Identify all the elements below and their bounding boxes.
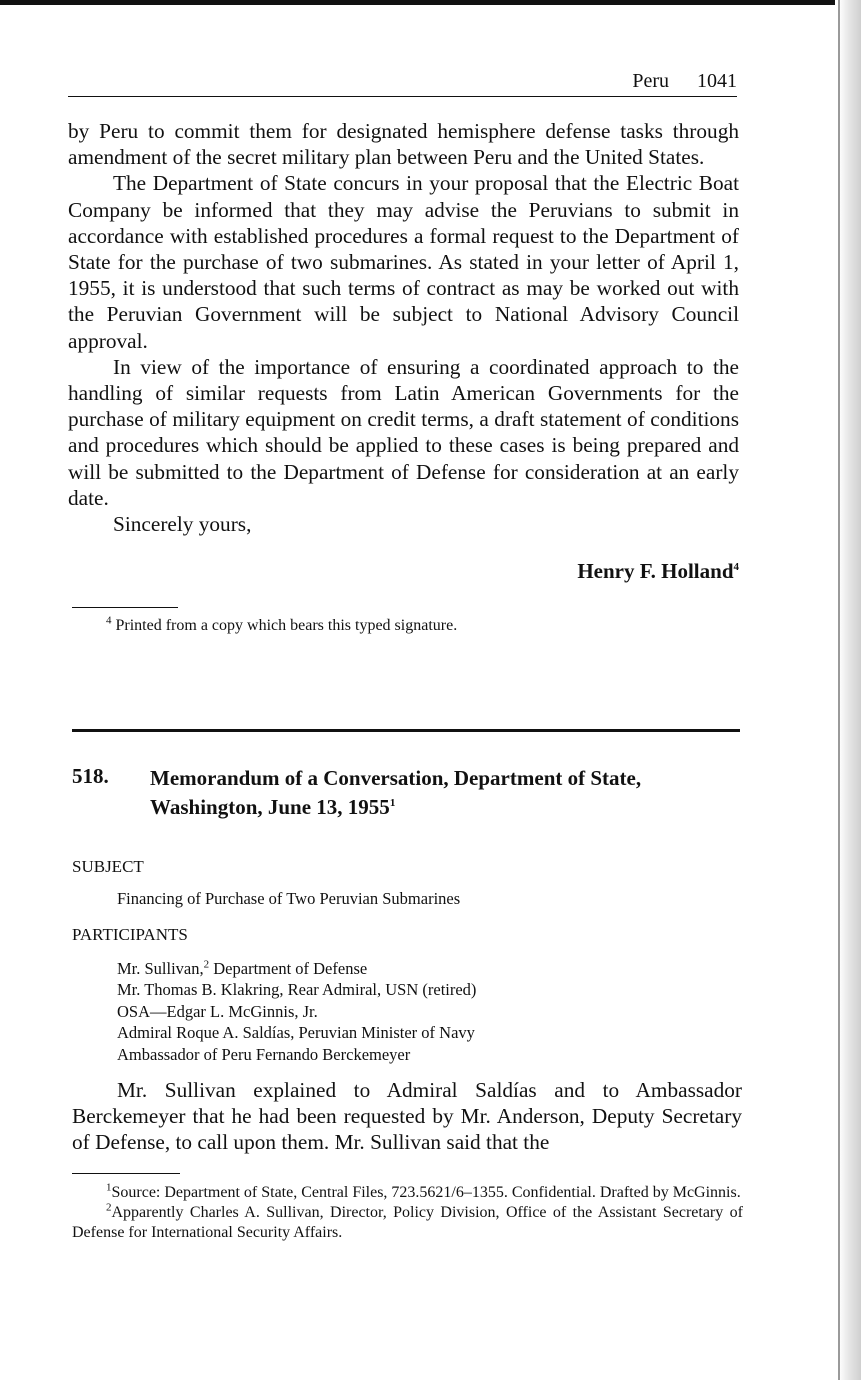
letter-paragraph: The Department of State concurs in your proposal that the Electric Boat Company be informed that they may advise the Peruvians to submit in accordance with established procedures a formal request to the Department of State for the purchase of two submarines. As stated in your letter of April 1, 1955, it is understood that such terms of contract as may be worked out with the Peruvian Government will be subject to National Advisory Council approval.: [68, 171, 739, 353]
participant-item: Mr. Sullivan,$^2$ Department of Defense: [117, 958, 368, 978]
page-binding-edge: [838, 0, 840, 1380]
footnotes: [72, 1183, 743, 1243]
signature-name: Henry F. Holland: [577, 559, 734, 583]
footnote-text: Printed from a copy which bears this typed signature.: [115, 617, 458, 634]
page-top-edge: [0, 0, 835, 5]
footnote-4: [72, 616, 740, 636]
footnote-2: [72, 1203, 743, 1243]
memo-body: [72, 1077, 742, 1156]
participants-list: [117, 958, 476, 1065]
footnote-text: Source: Department of State, Central Files, 723.5621/6–1355. Confidential. Drafted by McGinnis.: [111, 1184, 741, 1201]
participants-label: PARTICIPANTS: [72, 925, 188, 944]
footnote-marker: 2: [106, 1201, 112, 1214]
document-title-text: Memorandum of a Conversation, Department of State, Washington, June 13, 1955: [150, 766, 642, 819]
footnote-rule: [72, 607, 178, 608]
running-header-country: Peru: [632, 70, 669, 92]
running-header: [68, 70, 737, 97]
page-number: 1041: [697, 70, 737, 92]
participant-item: OSA—Edgar L. McGinnis, Jr.: [117, 1001, 318, 1021]
page-binding-shadow: [839, 0, 861, 1380]
footnote-1: [72, 1183, 743, 1203]
document-title-footnote-ref: 1: [389, 797, 396, 809]
section-divider: [72, 729, 740, 732]
document-title: [150, 764, 740, 822]
running-header-text: [632, 70, 737, 93]
signature-footnote-ref: 4: [733, 561, 739, 573]
footnote-marker: 4: [106, 614, 112, 627]
footnote-rule: [72, 1173, 180, 1174]
footnote-marker: 1: [106, 1181, 112, 1194]
document-number: 518.: [72, 764, 109, 788]
subject-label: SUBJECT: [72, 857, 144, 876]
participant-item: Admiral Roque A. Saldías, Peruvian Minister of Navy: [117, 1023, 475, 1043]
letter-closing: Sincerely yours,: [113, 512, 252, 537]
participant-item: Mr. Thomas B. Klakring, Rear Admiral, USN (retired): [117, 980, 477, 1000]
participant-footnote-ref: 2: [203, 958, 210, 971]
signature: [577, 559, 739, 584]
letter-paragraph: by Peru to commit them for designated hemisphere defense tasks through amendment of the secret military plan between Peru and the United States.: [68, 119, 739, 170]
memo-paragraph: Mr. Sullivan explained to Admiral Saldías and to Ambassador Berckemeyer that he had been requested by Mr. Anderson, Deputy Secretary of Defense, to call upon them. Mr. Sullivan said that the: [72, 1078, 742, 1155]
letter-body: [68, 118, 739, 537]
footnote-text: Apparently Charles A. Sullivan, Director, Policy Division, Office of the Assistant Secretary of Defense for International Security Affairs.: [72, 1204, 743, 1241]
subject-text: Financing of Purchase of Two Peruvian Submarines: [117, 889, 461, 908]
participant-item: Ambassador of Peru Fernando Berckemeyer: [117, 1044, 411, 1064]
letter-paragraph: In view of the importance of ensuring a coordinated approach to the handling of similar requests from Latin American Governments for the purchase of military equipment on credit terms, a draft statement of conditions and procedures which should be applied to these cases is being prepared and will be submitted to the Department of Defense for consideration at an early date.: [68, 354, 739, 510]
